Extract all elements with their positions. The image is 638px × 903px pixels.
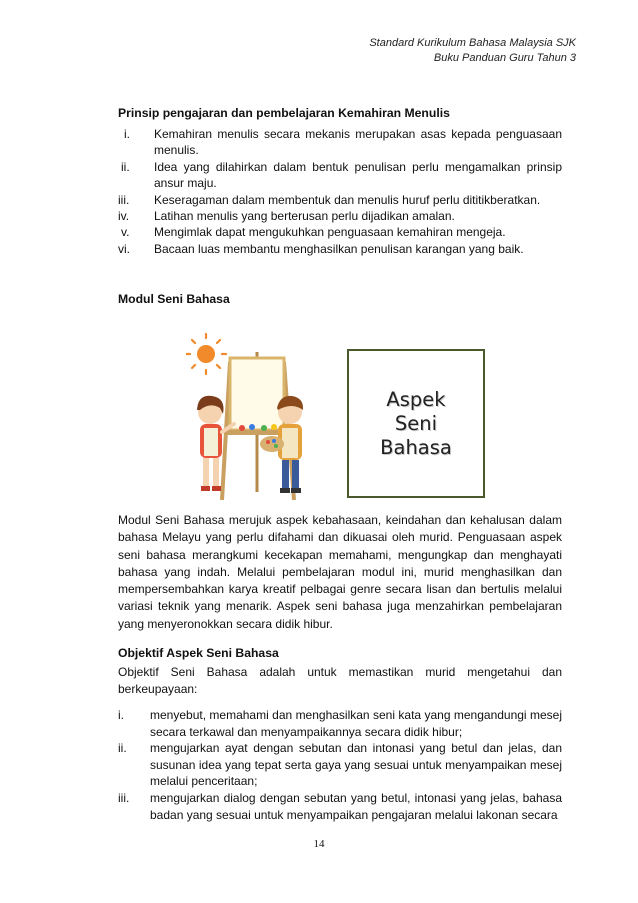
section-heading-objektif: Objektif Aspek Seni Bahasa [118,646,279,660]
list-item [118,208,562,224]
list-number: i. [118,708,124,722]
list-item [118,740,562,790]
page-number: 14 [313,838,325,850]
list-number: vi. [118,241,130,256]
children-painting-illustration [186,332,316,504]
list-number: iv. [118,209,130,224]
header-line-2: Buku Panduan Guru Tahun 3 [433,52,576,64]
box-line-2: Seni [394,411,438,435]
list-text: mengujarkan ayat dengan sebutan dan intonasi yang betul dan jelas, dan susunan idea yang tepat serta gaya yang sesuai untuk menyampaikan mesej melalui penceritaan; [150,741,562,789]
list-item [118,159,562,192]
section-heading-prinsip: Prinsip pengajaran dan pembelajaran Kemahiran Menulis [118,106,450,120]
list-item [118,192,562,208]
prinsip-list [118,126,562,257]
list-item [118,707,562,740]
list-item [118,241,562,257]
modul-paragraph: Modul Seni Bahasa merujuk aspek kebahasaan, keindahan dan kehalusan dalam bahasa Melayu yang perlu difahami dan dikuasai oleh murid. Penguasaan aspek seni bahasa merangkumi kecekapan memahami, mengungkap dan menghayati bahasa yang indah. Melalui pembelajaran modul ini, murid menghasilkan dan mempersembahkan karya kreatif pelbagai genre secara lisan dan bertulis melalui variasi teknik yang menarik. Aspek seni bahasa juga menzahirkan pembelajaran yang menyeronokkan secara didik hibur. [118,513,562,631]
header-line-1: Standard Kurikulum Bahasa Malaysia SJK [369,37,576,49]
list-number: v. [121,225,130,240]
aspek-seni-bahasa-box [347,349,485,498]
list-number: ii. [118,741,127,756]
list-text: mengujarkan dialog dengan sebutan yang betul, intonasi yang jelas, bahasa badan yang sesuai untuk menyampaikan pengajaran melalui lakonan secara [150,790,562,822]
list-text: Mengimlak dapat mengukuhkan penguasaan kemahiran mengeja. [154,225,506,240]
page-header [369,36,576,66]
list-text: Keseragaman dalam membentuk dan menulis huruf perlu dititikberatkan. [154,192,541,207]
objektif-intro: Objektif Seni Bahasa adalah untuk memastikan murid mengetahui dan berkeupayaan: [118,665,562,697]
list-number: ii. [121,159,130,174]
list-item [118,126,562,159]
list-item [118,790,562,823]
list-number: iii. [118,192,130,207]
list-text: Kemahiran menulis secara mekanis merupakan asas kepada penguasaan menulis. [154,127,562,158]
list-item [118,224,562,240]
section-heading-modul: Modul Seni Bahasa [118,292,230,306]
box-line-3: Bahasa [380,435,452,459]
list-text: Idea yang dilahirkan dalam bentuk penulisan perlu mengamalkan prinsip ansur maju. [154,159,562,191]
box-line-1: Aspek [386,387,446,411]
list-text: menyebut, memahami dan menghasilkan seni kata yang mengandungi mesej secara terkawal dan menyampaikannya secara didik hibur; [150,708,562,739]
list-number: iii. [118,790,130,805]
objektif-list [118,707,562,823]
sun-icon [186,334,226,374]
list-text: Bacaan luas membantu menghasilkan penulisan karangan yang baik. [154,241,524,256]
list-text: Latihan menulis yang berterusan perlu dijadikan amalan. [154,209,455,224]
list-number: i. [124,127,130,141]
